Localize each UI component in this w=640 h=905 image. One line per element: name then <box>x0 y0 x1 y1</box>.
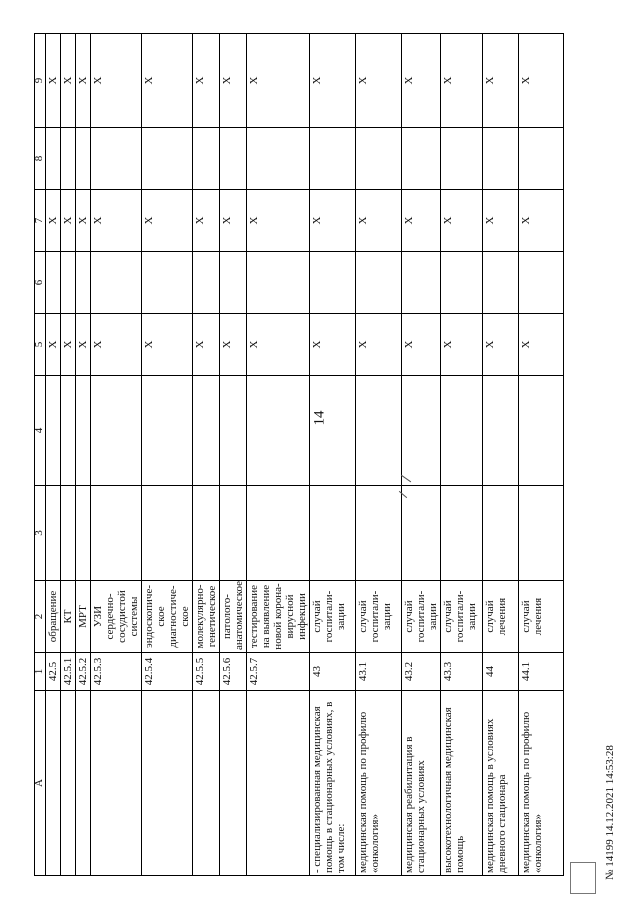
row-label <box>193 691 220 876</box>
value-cell <box>310 486 356 581</box>
value-cell <box>193 376 220 486</box>
unit-of-measure: случай госпитали-зации <box>402 581 441 653</box>
table-row <box>441 34 483 876</box>
row-code: 42.5.5 <box>193 653 220 691</box>
row-code: 42.5.7 <box>247 653 310 691</box>
value-cell: X <box>193 190 220 252</box>
value-cell: X <box>402 34 441 128</box>
value-cell: X <box>91 190 142 252</box>
column-header: 5 <box>35 314 46 376</box>
value-cell <box>193 128 220 190</box>
row-label: медицинская помощь по профилю «онкология» <box>519 691 564 876</box>
row-code: 42.5.6 <box>220 653 247 691</box>
table-row <box>247 34 310 876</box>
value-cell <box>142 486 193 581</box>
value-cell: X <box>310 314 356 376</box>
value-cell <box>247 252 310 314</box>
unit-of-measure: случай госпитали-зации <box>310 581 356 653</box>
row-label <box>220 691 247 876</box>
value-cell <box>356 486 402 581</box>
value-cell <box>247 376 310 486</box>
value-cell <box>46 252 61 314</box>
value-cell: X <box>76 190 91 252</box>
value-cell: X <box>46 34 61 128</box>
value-cell <box>76 252 91 314</box>
value-cell <box>247 128 310 190</box>
value-cell <box>483 252 519 314</box>
row-code: 44.1 <box>519 653 564 691</box>
table-row <box>193 34 220 876</box>
value-cell: X <box>441 190 483 252</box>
unit-of-measure: эндоскопиче-ское диагностиче-ское <box>142 581 193 653</box>
value-cell <box>519 486 564 581</box>
unit-of-measure: МРТ <box>76 581 91 653</box>
value-cell: X <box>356 190 402 252</box>
value-cell <box>61 252 76 314</box>
value-cell <box>483 486 519 581</box>
value-cell <box>519 376 564 486</box>
row-code: 42.5.4 <box>142 653 193 691</box>
value-cell: X <box>61 34 76 128</box>
value-cell: X <box>46 314 61 376</box>
row-label: высокотехнологичная медицинская помощь <box>441 691 483 876</box>
row-code: 42.5.2 <box>76 653 91 691</box>
column-header: 8 <box>35 128 46 190</box>
row-label <box>91 691 142 876</box>
row-code: 42.5.3 <box>91 653 142 691</box>
value-cell <box>356 376 402 486</box>
table-row <box>142 34 193 876</box>
value-cell <box>76 486 91 581</box>
value-cell: X <box>46 190 61 252</box>
value-cell: X <box>193 314 220 376</box>
unit-of-measure: случай лечения <box>519 581 564 653</box>
column-header: 4 <box>35 376 46 486</box>
row-label <box>61 691 76 876</box>
value-cell <box>356 128 402 190</box>
value-cell: X <box>356 314 402 376</box>
value-cell: X <box>441 314 483 376</box>
value-cell <box>142 128 193 190</box>
page-number: 14 <box>311 410 328 426</box>
value-cell <box>519 252 564 314</box>
value-cell <box>91 128 142 190</box>
value-cell <box>402 128 441 190</box>
value-cell <box>193 252 220 314</box>
row-code: 44 <box>483 653 519 691</box>
value-cell: X <box>142 190 193 252</box>
value-cell: X <box>356 34 402 128</box>
value-cell <box>441 486 483 581</box>
value-cell <box>310 376 356 486</box>
table-row <box>61 34 76 876</box>
unit-of-measure: случай госпитали-зации <box>356 581 402 653</box>
value-cell <box>220 376 247 486</box>
value-cell: X <box>519 314 564 376</box>
value-cell <box>310 128 356 190</box>
row-code: 43.3 <box>441 653 483 691</box>
value-cell <box>441 252 483 314</box>
value-cell: X <box>142 34 193 128</box>
value-cell: X <box>247 314 310 376</box>
value-cell <box>76 376 91 486</box>
value-cell: X <box>483 314 519 376</box>
row-label <box>46 691 61 876</box>
unit-of-measure: случай лечения <box>483 581 519 653</box>
registry-logo <box>570 862 596 894</box>
value-cell: X <box>402 190 441 252</box>
unit-of-measure: патолого-анатомическое <box>220 581 247 653</box>
unit-of-measure: молекулярно-генетическое <box>193 581 220 653</box>
row-label: медицинская помощь в условиях дневного стационара <box>483 691 519 876</box>
value-cell: X <box>519 34 564 128</box>
value-cell <box>61 376 76 486</box>
unit-of-measure: УЗИ сердечно-сосудистой системы <box>91 581 142 653</box>
unit-of-measure: тестирование на выявление новой корона-вирусной инфекции <box>247 581 310 653</box>
value-cell <box>402 376 441 486</box>
column-header: 2 <box>35 581 46 653</box>
table-row <box>356 34 402 876</box>
unit-of-measure: обращение <box>46 581 61 653</box>
value-cell: X <box>220 314 247 376</box>
value-cell <box>402 486 441 581</box>
table-row <box>483 34 519 876</box>
column-header: 6 <box>35 252 46 314</box>
value-cell <box>310 252 356 314</box>
value-cell: X <box>91 314 142 376</box>
row-code: 43.1 <box>356 653 402 691</box>
table-row <box>91 34 142 876</box>
table-row <box>46 34 61 876</box>
column-header: 3 <box>35 486 46 581</box>
row-code: 43.2 <box>402 653 441 691</box>
value-cell <box>247 486 310 581</box>
value-cell <box>220 128 247 190</box>
table-row <box>310 34 356 876</box>
table-row <box>402 34 441 876</box>
value-cell: X <box>61 190 76 252</box>
value-cell <box>220 252 247 314</box>
row-label: - специализированная медицинская помощь в стационарных условиях, в том числе: <box>310 691 356 876</box>
row-code: 43 <box>310 653 356 691</box>
value-cell <box>220 486 247 581</box>
value-cell <box>441 376 483 486</box>
table-row <box>76 34 91 876</box>
value-cell <box>76 128 91 190</box>
document-registration-stamp: № 14199 14.12.2021 14:53:28 <box>604 745 616 880</box>
row-label <box>76 691 91 876</box>
row-code: 42.5 <box>46 653 61 691</box>
value-cell <box>91 252 142 314</box>
value-cell: X <box>61 314 76 376</box>
value-cell: X <box>142 314 193 376</box>
value-cell: X <box>247 34 310 128</box>
value-cell: X <box>483 34 519 128</box>
row-label: медицинская помощь по профилю «онкология» <box>356 691 402 876</box>
row-label <box>247 691 310 876</box>
value-cell <box>402 252 441 314</box>
unit-of-measure: КТ <box>61 581 76 653</box>
row-label: медицинская реабилитация в стационарных условиях <box>402 691 441 876</box>
value-cell <box>519 128 564 190</box>
value-cell <box>142 376 193 486</box>
value-cell: X <box>441 34 483 128</box>
value-cell: X <box>519 190 564 252</box>
table-row <box>519 34 564 876</box>
column-header: 1 <box>35 653 46 691</box>
value-cell: X <box>483 190 519 252</box>
value-cell: X <box>220 190 247 252</box>
unit-of-measure: случай госпитали-зации <box>441 581 483 653</box>
value-cell: X <box>220 34 247 128</box>
value-cell <box>483 128 519 190</box>
column-header: 7 <box>35 190 46 252</box>
value-cell <box>142 252 193 314</box>
data-table <box>34 33 564 876</box>
value-cell <box>61 128 76 190</box>
table-row <box>220 34 247 876</box>
value-cell: X <box>193 34 220 128</box>
value-cell <box>483 376 519 486</box>
value-cell: X <box>310 190 356 252</box>
value-cell: X <box>310 34 356 128</box>
value-cell <box>46 486 61 581</box>
rotated-table-wrapper <box>34 33 564 876</box>
value-cell <box>356 252 402 314</box>
value-cell <box>46 128 61 190</box>
value-cell <box>193 486 220 581</box>
row-label <box>142 691 193 876</box>
value-cell: X <box>402 314 441 376</box>
value-cell <box>46 376 61 486</box>
value-cell <box>61 486 76 581</box>
value-cell: X <box>91 34 142 128</box>
column-header: 9 <box>35 34 46 128</box>
value-cell: X <box>76 314 91 376</box>
column-header: А <box>35 691 46 876</box>
value-cell: X <box>247 190 310 252</box>
value-cell <box>91 376 142 486</box>
row-code: 42.5.1 <box>61 653 76 691</box>
value-cell <box>441 128 483 190</box>
value-cell <box>91 486 142 581</box>
table-header-row <box>35 34 46 876</box>
value-cell: X <box>76 34 91 128</box>
